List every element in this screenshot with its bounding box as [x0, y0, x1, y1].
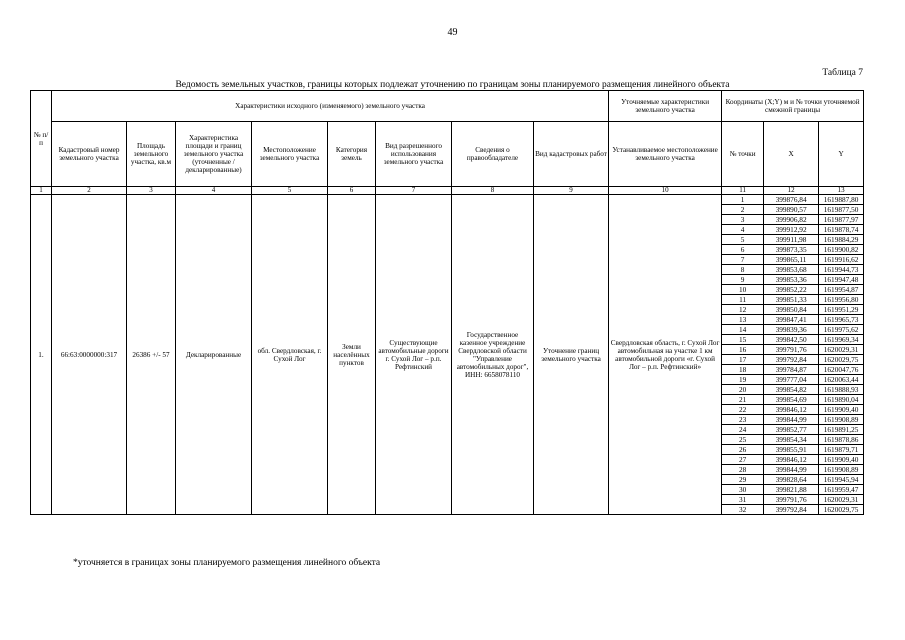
point-x: 399854,69 [764, 395, 819, 405]
column-number: 4 [176, 187, 252, 195]
point-x: 399847,41 [764, 315, 819, 325]
point-y: 1619954,87 [819, 285, 864, 295]
point-y: 1620029,31 [819, 495, 864, 505]
footnote: *уточняется в границах зоны планируемого размещения линейного объекта [73, 558, 381, 568]
point-number: 18 [722, 365, 764, 375]
point-y: 1619879,71 [819, 445, 864, 455]
point-y: 1619916,62 [819, 255, 864, 265]
header-y: Y [819, 122, 864, 187]
header-refined-location: Устанавливаемое местоположение земельного участка [609, 122, 722, 187]
point-x: 399854,34 [764, 435, 819, 445]
column-number: 5 [252, 187, 328, 195]
header-area-boundary: Характеристика площади и границ земельного участка (уточненные / декларированные) [176, 122, 252, 187]
column-number: 13 [819, 187, 864, 195]
point-y: 1619884,29 [819, 235, 864, 245]
point-number: 22 [722, 405, 764, 415]
record-works: Уточнение границ земельного участка [534, 195, 609, 515]
point-y: 1619947,48 [819, 275, 864, 285]
point-number: 21 [722, 395, 764, 405]
point-y: 1619944,73 [819, 265, 864, 275]
point-number: 29 [722, 475, 764, 485]
page-number: 49 [447, 27, 458, 38]
column-number-row [31, 187, 864, 195]
column-number: 1 [31, 187, 52, 195]
point-x: 399792,84 [764, 355, 819, 365]
point-x: 399855,91 [764, 445, 819, 455]
point-x: 399821,88 [764, 485, 819, 495]
header-category: Категория земель [328, 122, 376, 187]
header-cadastral: Кадастровый номер земельного участка [52, 122, 127, 187]
point-x: 399852,77 [764, 425, 819, 435]
header-area: Площадь земельного участка, кв.м [127, 122, 176, 187]
record-area: 26386 +/- 57 [127, 195, 176, 515]
record-category: Земли населённых пунктов [328, 195, 376, 515]
point-x: 399844,99 [764, 415, 819, 425]
point-number: 24 [722, 425, 764, 435]
column-number: 6 [328, 187, 376, 195]
header-num: № п/п [31, 91, 52, 187]
point-y: 1620063,44 [819, 375, 864, 385]
table-title: Ведомость земельных участков, границы которых подлежат уточнению по границам зоны планируемого размещения линейного объекта [175, 80, 730, 90]
point-number: 14 [722, 325, 764, 335]
record-cadastral-number: 66:63:0000000:317 [52, 195, 127, 515]
point-number: 25 [722, 435, 764, 445]
point-number: 4 [722, 225, 764, 235]
point-x: 399792,84 [764, 505, 819, 515]
record-location: обл. Свердловская, г. Сухой Лог [252, 195, 328, 515]
header-x: X [764, 122, 819, 187]
point-number: 8 [722, 265, 764, 275]
point-x: 399912,92 [764, 225, 819, 235]
point-y: 1619909,40 [819, 405, 864, 415]
record-num: 1. [31, 195, 52, 515]
header-group-coords: Координаты (X;Y) м и № точки уточняемой смежной границы [722, 91, 864, 122]
point-x: 399851,33 [764, 295, 819, 305]
point-x: 399852,22 [764, 285, 819, 295]
column-number: 7 [376, 187, 452, 195]
point-x: 399854,82 [764, 385, 819, 395]
point-y: 1619945,94 [819, 475, 864, 485]
record-refined-location: Свердловская область, г. Сухой Лог автомобильная на участке 1 км автомобильной дороги «г. Сухой Лог – р.п. Рефтинский» [609, 195, 722, 515]
point-y: 1619908,89 [819, 415, 864, 425]
point-y: 1619878,74 [819, 225, 864, 235]
point-y: 1619956,80 [819, 295, 864, 305]
point-y: 1619877,50 [819, 205, 864, 215]
point-x: 399844,99 [764, 465, 819, 475]
header-group-refined: Уточняемые характеристики земельного участка [609, 91, 722, 122]
header-permitted-use: Вид разрешенного использования земельного участка [376, 122, 452, 187]
header-location: Местоположение земельного участка [252, 122, 328, 187]
point-number: 5 [722, 235, 764, 245]
point-y: 1619900,82 [819, 245, 864, 255]
point-number: 11 [722, 295, 764, 305]
point-number: 3 [722, 215, 764, 225]
point-y: 1619887,80 [819, 195, 864, 205]
point-y: 1620029,31 [819, 345, 864, 355]
point-x: 399850,84 [764, 305, 819, 315]
point-y: 1619891,25 [819, 425, 864, 435]
point-y: 1620029,75 [819, 355, 864, 365]
column-number: 12 [764, 187, 819, 195]
point-number: 16 [722, 345, 764, 355]
land-plots-table [30, 90, 864, 515]
point-number: 10 [722, 285, 764, 295]
point-x: 399846,12 [764, 455, 819, 465]
point-y: 1619908,89 [819, 465, 864, 475]
point-number: 26 [722, 445, 764, 455]
point-x: 399911,98 [764, 235, 819, 245]
record-permitted-use: Существующие автомобильные дороги г. Сухой Лог – р.п. Рефтинский [376, 195, 452, 515]
point-y: 1619888,93 [819, 385, 864, 395]
point-y: 1619965,73 [819, 315, 864, 325]
header-group-source: Характеристики исходного (изменяемого) земельного участка [52, 91, 609, 122]
point-number: 32 [722, 505, 764, 515]
header-point-no: № точки [722, 122, 764, 187]
column-number: 3 [127, 187, 176, 195]
point-y: 1620047,76 [819, 365, 864, 375]
point-x: 399853,68 [764, 265, 819, 275]
point-y: 1619909,40 [819, 455, 864, 465]
column-number: 2 [52, 187, 127, 195]
point-number: 13 [722, 315, 764, 325]
point-x: 399906,82 [764, 215, 819, 225]
point-y: 1619951,29 [819, 305, 864, 315]
point-y: 1619890,04 [819, 395, 864, 405]
record-owner: Государственное казенное учреждение Свердловской области "Управление автомобильных дорог", ИНН: 6658078110 [452, 195, 534, 515]
point-x: 399846,12 [764, 405, 819, 415]
point-number: 15 [722, 335, 764, 345]
point-y: 1619959,47 [819, 485, 864, 495]
point-x: 399865,11 [764, 255, 819, 265]
record-area-boundary: Декларированные [176, 195, 252, 515]
header-owner: Сведения о правообладателе [452, 122, 534, 187]
point-number: 19 [722, 375, 764, 385]
point-number: 23 [722, 415, 764, 425]
point-number: 12 [722, 305, 764, 315]
point-number: 7 [722, 255, 764, 265]
column-number: 8 [452, 187, 534, 195]
point-x: 399784,87 [764, 365, 819, 375]
point-number: 31 [722, 495, 764, 505]
column-number: 11 [722, 187, 764, 195]
point-number: 30 [722, 485, 764, 495]
point-x: 399828,64 [764, 475, 819, 485]
point-x: 399777,04 [764, 375, 819, 385]
column-number: 9 [534, 187, 609, 195]
column-number: 10 [609, 187, 722, 195]
point-number: 28 [722, 465, 764, 475]
point-x: 399890,57 [764, 205, 819, 215]
point-x: 399839,36 [764, 325, 819, 335]
header-works: Вид кадастровых работ [534, 122, 609, 187]
point-x: 399873,35 [764, 245, 819, 255]
point-x: 399791,76 [764, 345, 819, 355]
point-x: 399842,50 [764, 335, 819, 345]
point-y: 1619975,62 [819, 325, 864, 335]
coordinate-row [31, 195, 864, 205]
point-number: 17 [722, 355, 764, 365]
point-y: 1619877,97 [819, 215, 864, 225]
point-x: 399853,36 [764, 275, 819, 285]
point-number: 1 [722, 195, 764, 205]
point-x: 399791,76 [764, 495, 819, 505]
point-number: 20 [722, 385, 764, 395]
point-y: 1620029,75 [819, 505, 864, 515]
point-number: 9 [722, 275, 764, 285]
point-number: 27 [722, 455, 764, 465]
point-number: 2 [722, 205, 764, 215]
point-number: 6 [722, 245, 764, 255]
point-y: 1619878,86 [819, 435, 864, 445]
point-x: 399876,84 [764, 195, 819, 205]
table-label: Таблица 7 [822, 68, 863, 78]
point-y: 1619969,34 [819, 335, 864, 345]
